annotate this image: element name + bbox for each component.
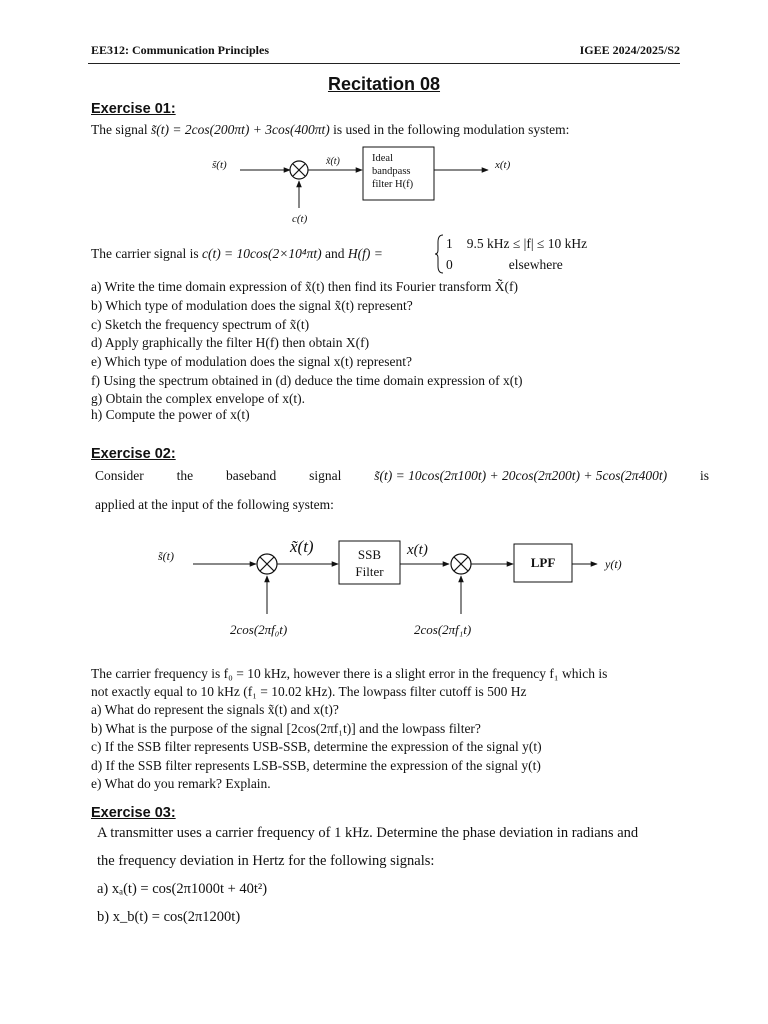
filter-case1-cond: 9.5 kHz ≤ |f| ≤ 10 kHz xyxy=(466,236,588,251)
ex2-text-1: The carrier frequency is f₀ = 10 kHz, however there is a slight error in the frequency f₁ which is xyxy=(91,666,608,681)
d2-mixer1 xyxy=(257,554,277,574)
d2-mixer2 xyxy=(451,554,471,574)
d1-output-label: x(t) xyxy=(495,159,511,171)
ex1-question-f: f) Using the spectrum obtained in (d) deduce the time domain expression of x(t) xyxy=(91,373,523,388)
d2-osc0-label: 2cos(2πf₀t) xyxy=(230,622,288,637)
d2-output-label: y(t) xyxy=(605,557,622,571)
d2-mixed-label: x̃(t) xyxy=(290,537,314,556)
exercise1-intro-post: is used in the following modulation system: xyxy=(329,122,570,137)
ex3-text-2: the frequency deviation in Hertz for the following signals: xyxy=(97,853,435,869)
filter-case2 xyxy=(446,257,563,273)
ex3-item-a: a) xₐ(t) = cos(2π1000t + 40t²) xyxy=(97,881,268,897)
d2-osc1-label: 2cos(2πf₁t) xyxy=(414,622,472,637)
exercise1-title: Exercise 01: xyxy=(91,101,176,117)
carrier-pre: The carrier signal is xyxy=(91,246,202,261)
filter-case2-val: 0 xyxy=(446,257,453,272)
ex2-word-6: is xyxy=(699,468,709,483)
d1-input-label: s̃(t) xyxy=(212,159,227,171)
page-title: Recitation 08 xyxy=(327,74,441,94)
ex1-question-h: h) Compute the power of x(t) xyxy=(91,407,250,422)
filter-brace xyxy=(434,234,444,274)
carrier-and: and xyxy=(321,246,348,261)
d2-ssb-line1: SSB xyxy=(357,547,382,562)
exercise1-intro-math: s̃(t) = 2cos(200πt) + 3cos(400πt) xyxy=(151,122,330,137)
d1-filter-line3: filter H(f) xyxy=(372,179,414,190)
exercise1-intro xyxy=(91,122,569,138)
d1-filter-line2: bandpass xyxy=(372,166,411,177)
exercise2-intro-line1 xyxy=(95,468,709,484)
filter-lhs: H(f) = xyxy=(347,246,383,261)
exercise2-block-diagram xyxy=(150,530,650,645)
ex1-question-c: c) Sketch the frequency spectrum of x̃(t) xyxy=(91,317,310,332)
semester-header: IGEE 2024/2025/S2 xyxy=(579,43,680,57)
ex2-word-1: Consider xyxy=(95,468,144,483)
exercise1-block-diagram xyxy=(200,140,530,230)
ex2-word-3: baseband xyxy=(226,468,277,483)
ex2-word-2: the xyxy=(176,468,194,483)
ex1-question-b: b) Which type of modulation does the signal x̃(t) represent? xyxy=(91,298,413,313)
d1-carrier-label: c(t) xyxy=(292,213,308,225)
ex2-word-4: signal xyxy=(309,468,342,483)
d2-ssb-out-label: x(t) xyxy=(407,542,428,558)
ex1-question-d: d) Apply graphically the filter H(f) then obtain X(f) xyxy=(91,335,370,350)
d2-lpf-label: LPF xyxy=(530,555,556,570)
exercise2-intro-line2: applied at the input of the following system: xyxy=(95,497,334,512)
ex2-signal-math: s̃(t) = 10cos(2π100t) + 20cos(2π200t) + 5cos(2π400t) xyxy=(374,468,668,483)
filter-case1 xyxy=(446,236,587,252)
ex1-question-a: a) Write the time domain expression of x̃(t) then find its Fourier transform X̃(f) xyxy=(91,279,518,294)
ex2-question-e: e) What do you remark? Explain. xyxy=(91,776,271,791)
ex3-text-1: A transmitter uses a carrier frequency of 1 kHz. Determine the phase deviation in radians and xyxy=(97,825,639,841)
carrier-math: c(t) = 10cos(2×10⁴πt) xyxy=(201,246,322,261)
filter-case1-val: 1 xyxy=(446,236,453,251)
d2-input-label: s̃(t) xyxy=(158,549,174,563)
ex2-question-a: a) What do represent the signals x̃(t) and x(t)? xyxy=(91,702,339,717)
ex1-question-g: g) Obtain the complex envelope of x(t). xyxy=(91,391,306,406)
ex2-text-2: not exactly equal to 10 kHz (f₁ = 10.02 kHz). The lowpass filter cutoff is 500 Hz xyxy=(91,684,527,699)
d1-filter-line1: Ideal xyxy=(372,153,393,164)
exercise1-intro-pre: The signal xyxy=(91,122,151,137)
d1-mixer xyxy=(290,161,308,179)
filter-case2-cond: elsewhere xyxy=(508,257,563,272)
d1-mixed-label: x̃(t) xyxy=(326,156,340,167)
ex3-item-b: b) x_b(t) = cos(2π1200t) xyxy=(97,909,241,925)
ex2-question-d: d) If the SSB filter represents LSB-SSB, determine the expression of the signal y(t) xyxy=(91,758,541,773)
exercise3-title: Exercise 03: xyxy=(91,805,176,821)
exercise2-title: Exercise 02: xyxy=(91,446,176,462)
course-header: EE312: Communication Principles xyxy=(91,43,270,57)
d2-ssb-line2: Filter xyxy=(355,564,384,579)
exercise1-carrier-line xyxy=(91,246,383,262)
ex2-question-b: b) What is the purpose of the signal [2cos(2πf₁t)] and the lowpass filter? xyxy=(91,721,481,736)
ex2-question-c: c) If the SSB filter represents USB-SSB, determine the expression of the signal y(t) xyxy=(91,739,542,754)
header-divider xyxy=(88,63,680,64)
ex1-question-e: e) Which type of modulation does the signal x(t) represent? xyxy=(91,354,413,369)
